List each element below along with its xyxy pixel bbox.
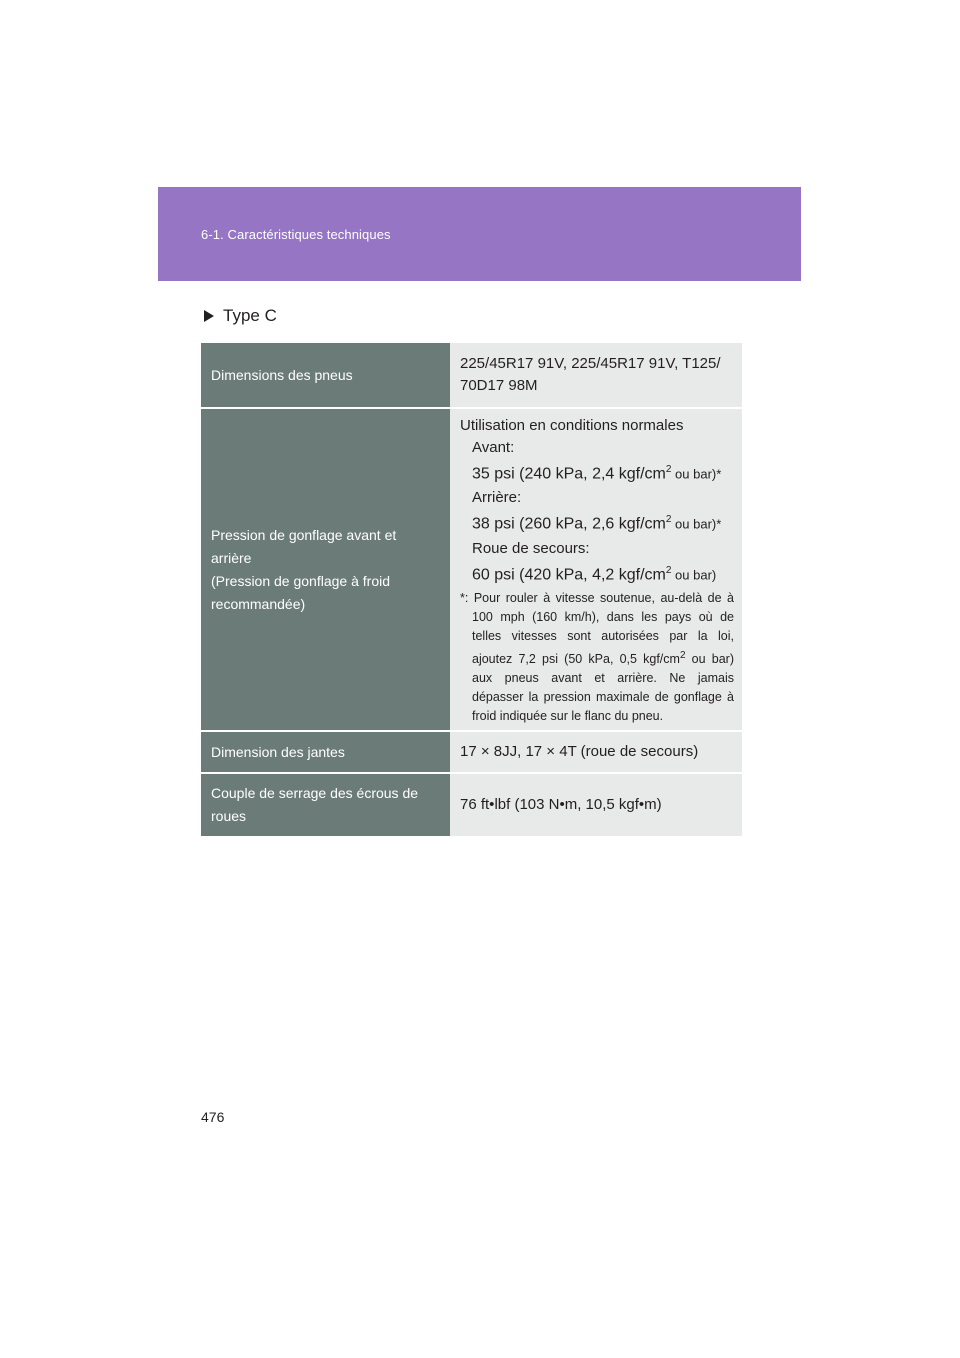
type-heading-text: Type C <box>223 306 277 325</box>
pressure-label-line1: Pression de gonflage avant et <box>211 526 397 543</box>
front-label: Avant: <box>472 439 515 456</box>
tire-size-line2: 70D17 98M <box>460 377 538 394</box>
pressure-label-line3: (Pression de gonflage à froid <box>211 572 390 589</box>
torque-value: 76 ft•lbf (103 N•m, 10,5 kgf•m) <box>450 773 742 837</box>
spare-pressure: 60 psi (420 kPa, 4,2 kgf/$cm^2$ ou bar) <box>472 564 717 583</box>
tire-size-label: Dimensions des pneus <box>201 343 450 408</box>
pressure-value <box>450 408 742 731</box>
rim-label: Dimension des jantes <box>201 731 450 773</box>
table-row-tire-size <box>201 343 742 408</box>
pressure-footnote: *: Pour rouler à vitesse soutenue, au-delà de à 100 mph (160 km/h), dans les pays où de telles vitesses sont autorisées par la loi, ajoutez 7,2 psi (50 kPa, 0,5 kgf/$cm^2$ ou bar) aux pneus avant et arrière. Ne jamais dépasser la pression maximale de gonflage à froid indiquée sur le flanc du pneu. <box>460 590 734 724</box>
tire-size-value <box>450 343 742 408</box>
tire-size-line1: 225/45R17 91V, 225/45R17 91V, T125/ <box>460 355 721 372</box>
spare-label: Roue de secours: <box>472 539 590 557</box>
pressure-label <box>201 408 450 731</box>
type-heading <box>204 306 277 326</box>
pressure-label-line4: recommandée) <box>211 595 306 612</box>
torque-label <box>201 773 450 837</box>
rim-value: 17 × 8JJ, 17 × 4T (roue de secours) <box>450 731 742 773</box>
torque-label-line1: Couple de serrage des écrous de <box>211 785 419 802</box>
torque-label-line2: roues <box>211 808 247 825</box>
page-number: 476 <box>201 1109 225 1125</box>
rear-label: Arrière: <box>472 489 522 507</box>
table-row-pressure <box>201 408 742 731</box>
table-row-torque <box>201 773 742 837</box>
pressure-label-line2: arrière <box>211 549 252 566</box>
front-pressure: 35 psi (240 kPa, 2,4 kgf/$cm^2$ ou bar)* <box>472 464 722 483</box>
normal-conditions-text: Utilisation en conditions normales <box>460 417 684 434</box>
section-header-band <box>158 187 801 281</box>
rear-pressure: 38 psi (260 kPa, 2,6 kgf/$cm^2$ ou bar)* <box>472 514 722 533</box>
section-title: 6-1. Caractéristiques techniques <box>201 227 391 242</box>
table-row-rim <box>201 731 742 773</box>
tire-spec-table <box>201 343 742 838</box>
triangle-bullet-icon <box>204 310 214 322</box>
